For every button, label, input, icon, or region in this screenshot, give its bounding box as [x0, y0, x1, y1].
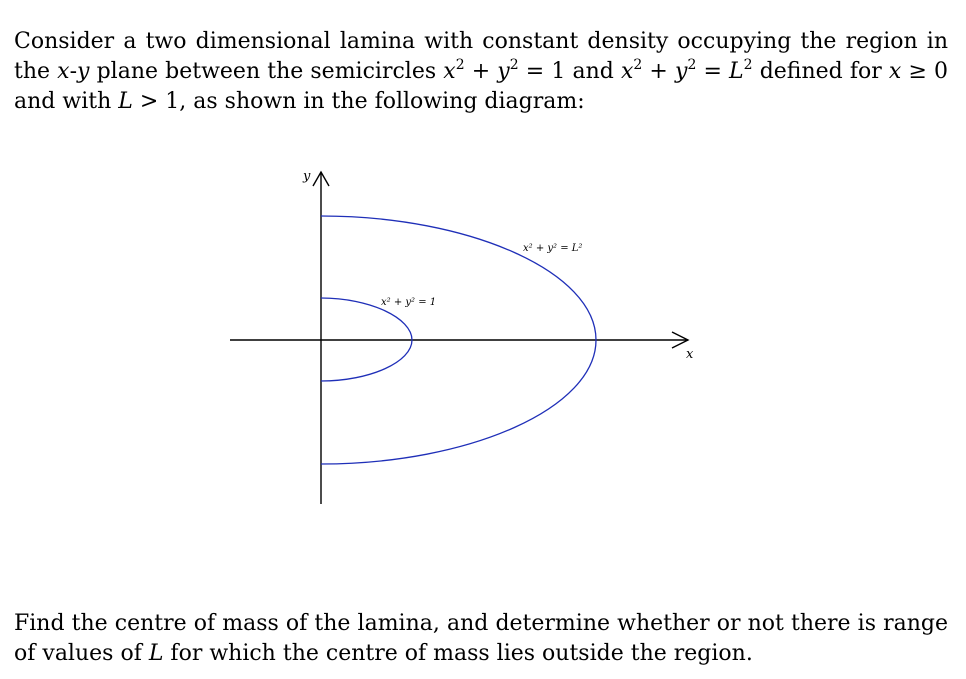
question-paragraph: [14, 609, 948, 669]
question-values: values of: [42, 641, 149, 666]
eq1-rhs: = 1: [518, 59, 566, 84]
with-text: with: [62, 89, 119, 114]
question-line1: Find the centre of mass of the lamina, and determine whether or not there is range of: [14, 611, 948, 666]
var-x: x: [57, 59, 70, 84]
eq2-x: x: [620, 59, 634, 84]
eq2-y: y: [675, 59, 688, 84]
question-tail: for which the centre of mass lies outside the region.: [163, 641, 753, 666]
x-axis-label: x: [686, 347, 694, 362]
defined-for: defined for: [752, 59, 889, 84]
eq2-L: L: [729, 59, 744, 84]
y-axis-label: y: [303, 169, 311, 184]
eq2-eq: =: [696, 59, 730, 84]
eq2-sup-c: 2: [743, 57, 753, 73]
dash: -: [69, 59, 78, 84]
eq2-sup-b: 2: [687, 57, 697, 73]
eq2-sup-a: 2: [633, 57, 643, 73]
cond-x: x: [888, 59, 902, 84]
cond-L: L: [118, 89, 133, 114]
eq1-x: x: [443, 59, 456, 84]
outer-curve-label: x² + y² = L²: [523, 243, 583, 254]
eq1-sup-b: 2: [509, 57, 519, 73]
intro-text: plane between the semicircles: [89, 59, 444, 84]
eq1-y: y: [497, 59, 510, 84]
inner-curve-label: x² + y² = 1: [381, 297, 437, 308]
intro-line1: Consider a two dimensional lamina with constant density occupying the region in the: [14, 29, 948, 84]
question-L: L: [148, 641, 164, 666]
cond-rel: ≥ 0 and: [14, 59, 949, 114]
eq2-plus: +: [642, 59, 675, 84]
and-text: and: [565, 59, 621, 84]
cond-L-rel: > 1, as shown in the following diagram:: [132, 89, 585, 114]
eq1-sup-a: 2: [455, 57, 465, 73]
var-y: y: [77, 59, 90, 84]
eq1-plus: +: [464, 59, 498, 84]
